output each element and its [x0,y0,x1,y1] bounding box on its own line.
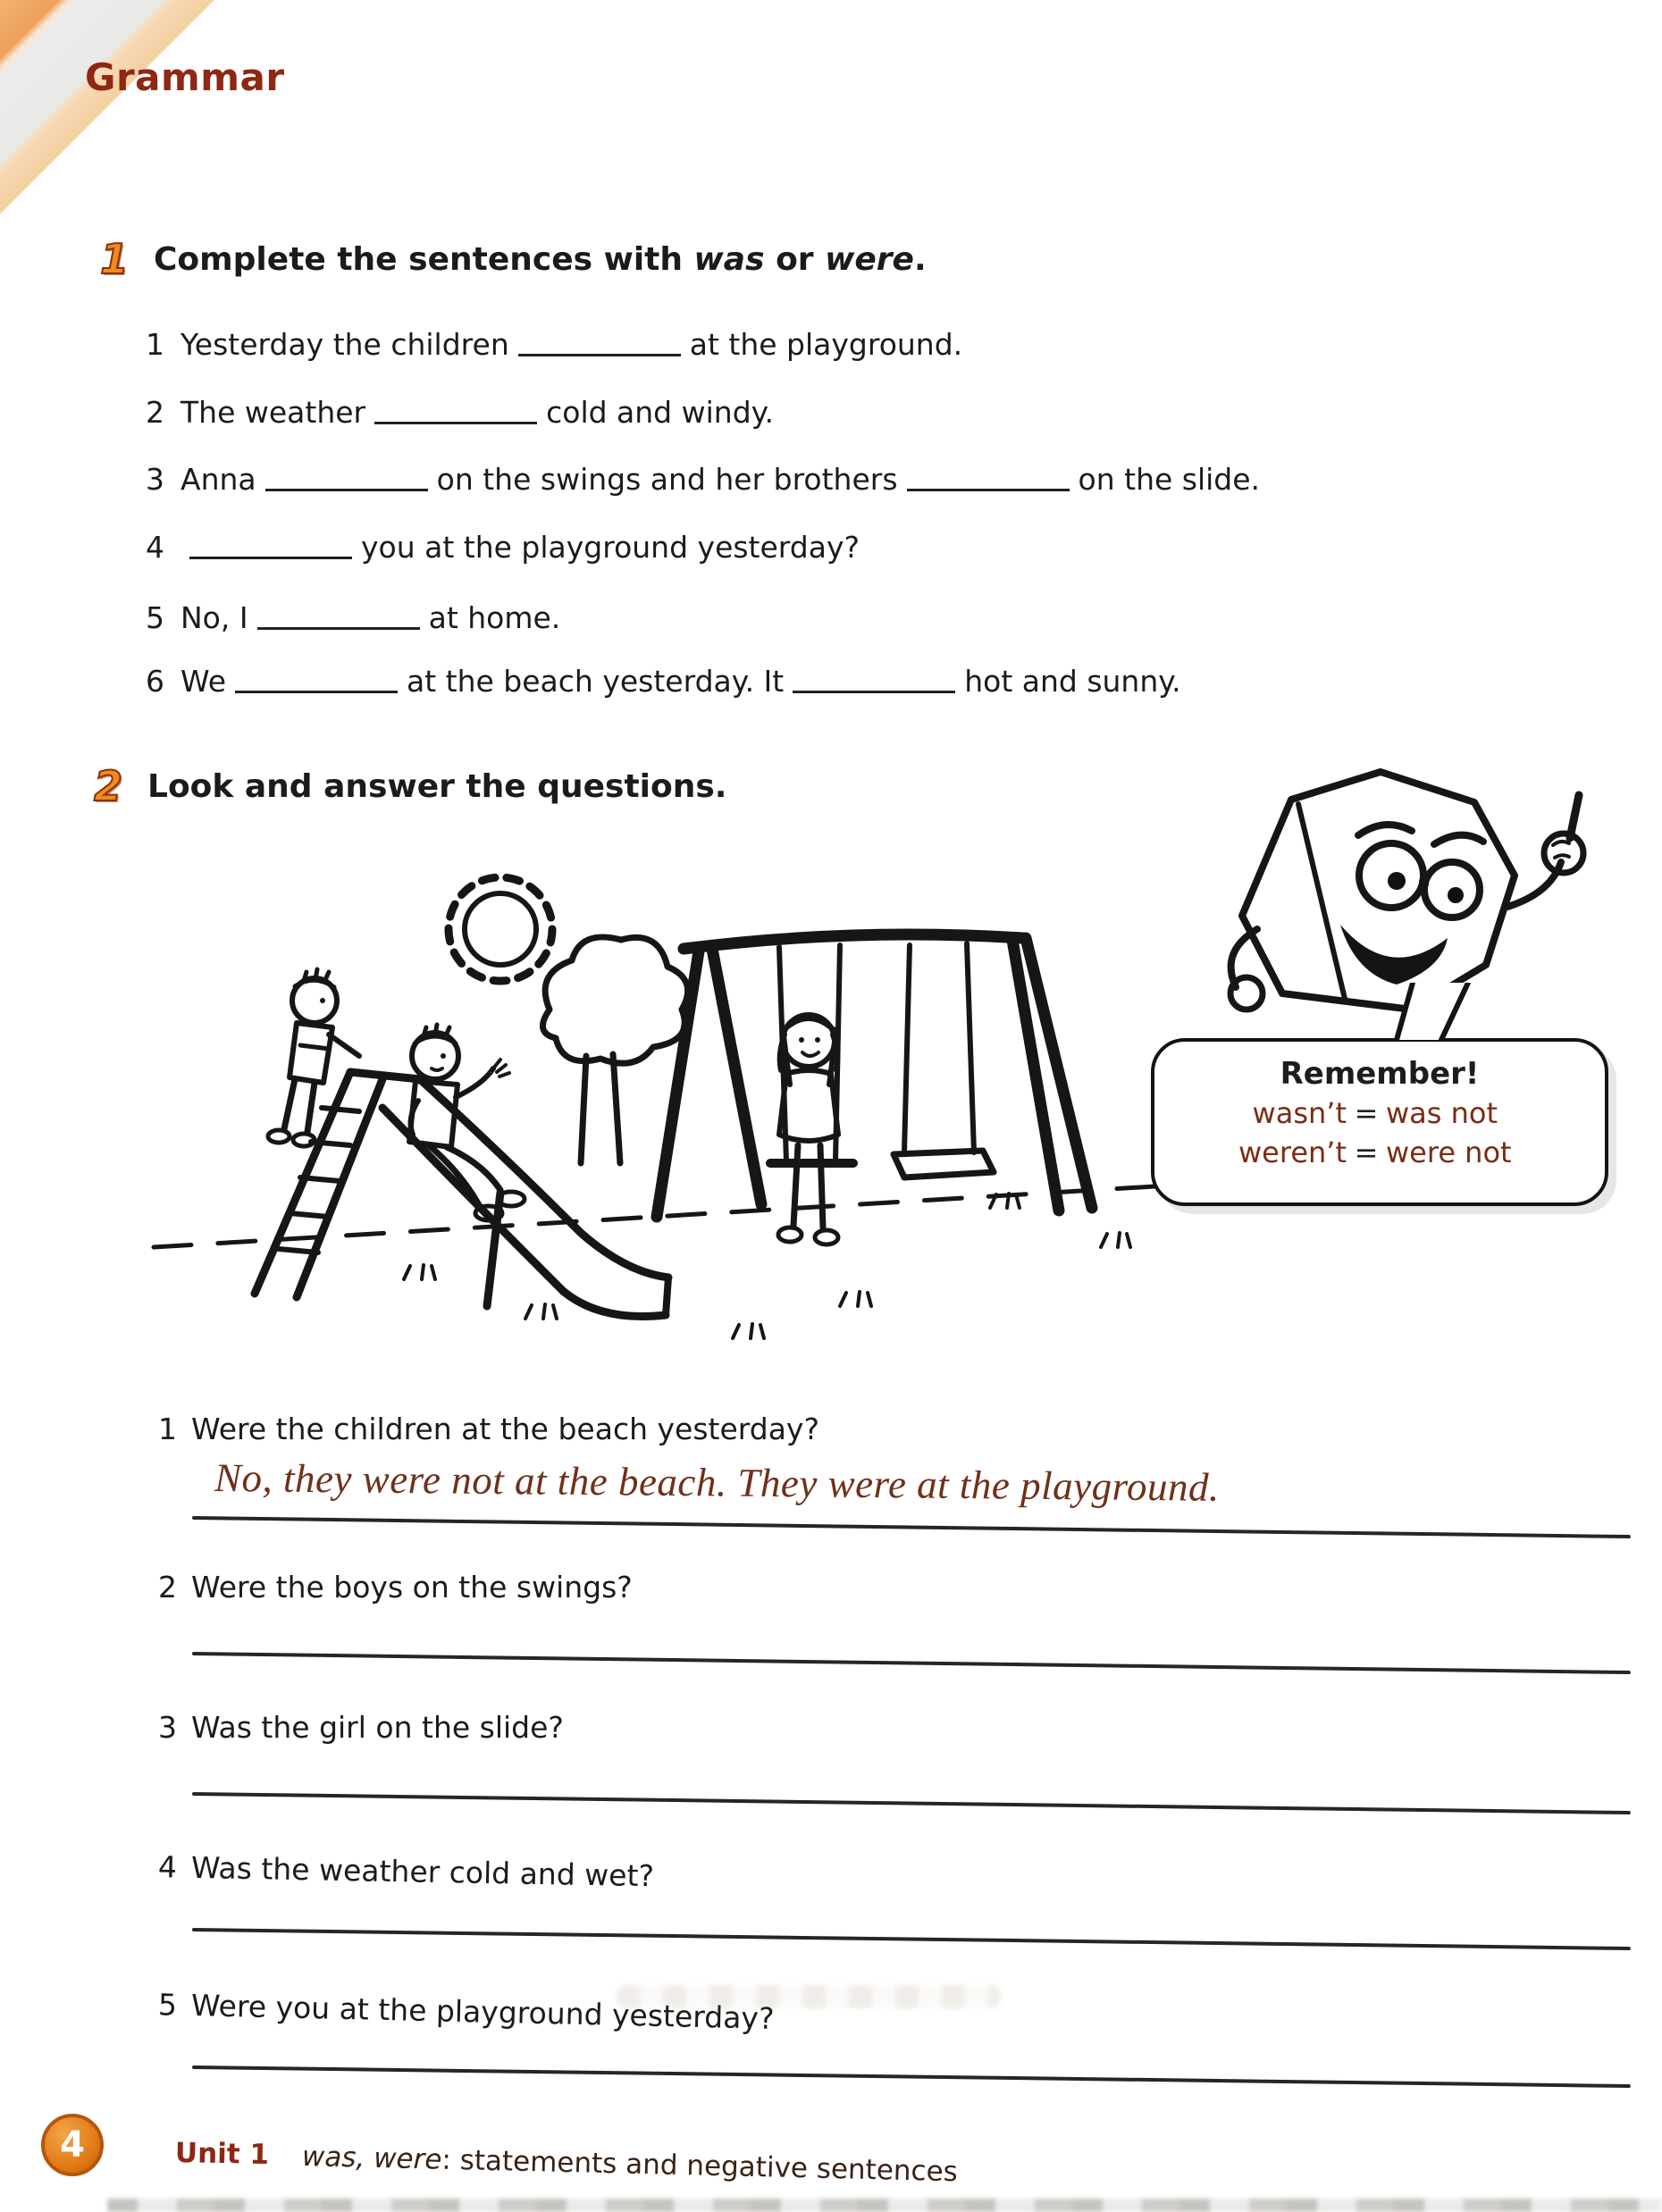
sentence-text: cold and windy. [546,395,774,430]
scan-edge-shadow [107,2199,1662,2212]
page-title: Grammar [85,55,285,99]
equals-sign: = [1354,1096,1379,1130]
exercise1-number: 1 [100,235,130,283]
question-row [150,1848,655,1896]
equals-sign: = [1354,1135,1379,1169]
exercise1-title-was: was [693,241,765,278]
sentence-text: at the beach yesterday. It [407,664,785,699]
question-number: 3 [158,1710,177,1745]
remember-speech-bubble [1151,1038,1608,1206]
remember-full-form: were not [1386,1135,1512,1169]
sentence-number: 3 [146,462,164,497]
footer-topic-italic: was, were [301,2141,442,2176]
remember-contraction: wasn’t [1252,1096,1347,1130]
answer-line[interactable] [192,2065,1631,2088]
sentence-text: No, I [180,600,248,635]
exercise1-title-mid: or [764,241,826,278]
question-row [150,1708,564,1747]
answer-line[interactable] [192,1516,1631,1538]
remember-row [1221,1133,1538,1172]
remember-title: Remember! [1280,1056,1480,1092]
question-text: Were the boys on the swings? [191,1570,633,1605]
question-text: Were the children at the beach yesterday? [191,1412,819,1446]
exercise1-title-prefix: Complete the sentences with [154,241,694,278]
sentence-text: We [180,664,226,699]
sentence-number: 6 [146,664,164,699]
sentence-text: on the slide. [1078,462,1261,497]
sentence-number: 2 [146,395,164,430]
sentence-text: at home. [428,600,561,635]
handwritten-answer: No, they were not at the beach. They were at the playground. [214,1455,1220,1510]
sentence-text: Anna [180,462,256,497]
speech-bubble-tail [1389,983,1488,1042]
question-number: 1 [158,1412,177,1446]
sentence-text: at the playground. [689,327,963,362]
question-text: Was the girl on the slide? [191,1710,564,1745]
sentence-text: The weather [180,395,366,430]
question-row [150,1568,633,1607]
question-text: Was the weather cold and wet? [190,1849,655,1894]
remember-row [1221,1093,1538,1133]
exercise2-title: Look and answer the questions. [147,768,727,805]
exercise1-title-were: were [825,241,914,278]
answer-line[interactable] [192,1792,1631,1814]
question-number: 4 [157,1849,178,1885]
exercise2-number: 2 [94,762,123,810]
exercise1-title-suffix: . [913,241,927,278]
page-number-badge [41,2114,104,2176]
page-number: 4 [60,2124,85,2166]
sentence-text: you at the playground yesterday? [361,530,860,565]
answer-line[interactable] [192,1652,1631,1674]
question-text: Were you at the playground yesterday? [190,1988,775,2036]
sentence-text: Yesterday the children [180,327,509,362]
footer-topic-rest: : statements and negative sentences [441,2143,959,2189]
sentence-number: 5 [146,600,164,635]
remember-full-form: was not [1386,1096,1498,1130]
footer-unit-label: Unit 1 [174,2137,270,2172]
sentence-number: 1 [146,327,164,362]
question-number: 2 [158,1570,177,1605]
show-through-smudge [617,1985,1001,2008]
answer-line[interactable] [192,1928,1631,1950]
sentence-number: 4 [146,530,164,565]
remember-contraction: weren’t [1238,1135,1347,1169]
sentence-text: hot and sunny. [964,664,1181,699]
question-number: 5 [157,1987,178,2023]
sentence-text: on the swings and her brothers [436,462,898,497]
question-row [150,1410,819,1449]
